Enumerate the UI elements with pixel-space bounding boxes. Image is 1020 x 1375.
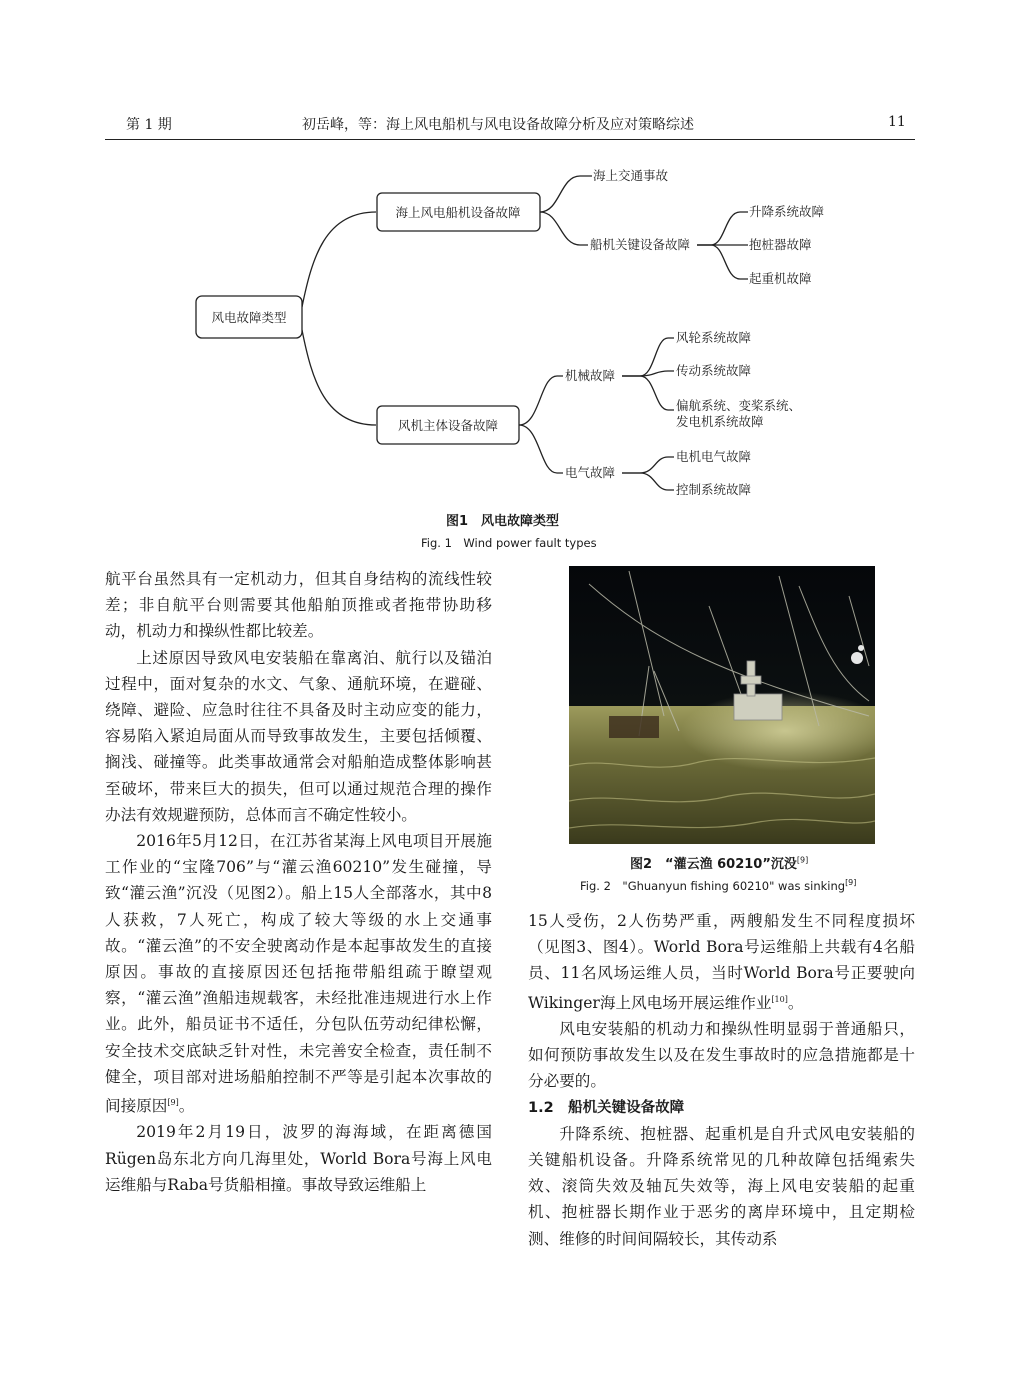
page-number: 11 [888,114,906,130]
sinking-vessel-photo [569,566,875,844]
right-paragraph-3: 升降系统、抱桩器、起重机是自升式风电安装船的关键船机设备。升降系统常见的几种故障包括绳索失效、滚筒失效及轴瓦失效等，海上风电安装船的起重机、抱桩器长期作业于恶劣的离岸环境中，且定期检测、维修的时间间隔较长，其传动系 [528,1124,915,1248]
node-vessel-branch: 海上风电船机设备故障 [395,205,521,220]
figure2-caption-en [580,878,856,894]
left-paragraph-4: 2019年2月19日，波罗的海海域，在距离德国Rügen岛东北方向几海里处，World Bora号海上风电运维船与Raba号货船相撞。事故导致运维船上 [105,1123,492,1194]
node-transmission: 传动系统故障 [676,363,752,378]
edge-root-turbine [302,330,376,425]
edge-turbine-electrical [519,425,563,473]
left-paragraph-3-end: 。 [178,1097,195,1116]
edge-elec-control [622,473,674,490]
fault-type-mind-map [0,145,1020,505]
node-motor-electrical: 电机电气故障 [676,449,752,464]
right-text-column [528,908,915,1252]
node-rotor-system: 风轮系统故障 [676,330,752,345]
node-lift-system: 升降系统故障 [749,204,825,219]
node-yaw-pitch-2: 发电机系统故障 [676,414,764,429]
node-yaw-pitch-1: 偏航系统、变桨系统、 [676,398,802,413]
left-paragraph-3 [105,828,492,1119]
node-pile-gripper: 抱桩器故障 [749,237,812,252]
node-crane: 起重机故障 [749,271,812,286]
figure2-caption-zh [630,853,808,872]
figure2-caption-zh-text: 图2 “灌云渔 60210”沉没 [630,857,797,872]
citation-10: [10] [771,994,788,1004]
right-paragraph-1-text: 15人受伤，2人伤势严重，两艘船发生不同程度损坏（见图3、图4）。World Bora号运维船上共载有4名船员、11名风场运维人员，当时World Bora号正要驶向Wikinger海上风电场开展运维作业 [528,912,915,1012]
edge-key-lift [697,212,748,245]
citation-9: [9] [167,1098,179,1108]
left-paragraph-1: 航平台虽然具有一定机动力，但其自身结构的流线性较差；非自航平台则需要其他船舶顶推或者拖带协助移动，机动力和操纵性都比较差。 [105,570,492,641]
edge-root-vessel [302,212,376,307]
issue-number: 第 1 期 [126,117,172,133]
edge-vessel-key [540,212,588,245]
left-paragraph-3-text: 2016年5月12日，在江苏省某海上风电项目开展施工作业的“宝隆706”与“灌云渔60210”发生碰撞，导致“灌云渔”沉没（见图2）。船上15人全部落水，其中8人获救，7人死亡，构成了较大等级的水上交通事故。“灌云渔”的不安全驶离动作是本起事故发生的直接原因。事故的直接原因还包括拖带船组疏于瞭望观察，“灌云渔”渔船违规载客，未经批准违规进行水上作业。此外，船员证书不适任，分包队伍劳动纪律松懈，安全技术交底缺乏针对性，未完善安全检查，责任制不健全，项目部对进场船舶控制不严等是引起本次事故的间接原因 [105,832,492,1116]
node-control-system: 控制系统故障 [676,482,752,497]
figure2-caption-en-text: Fig. 2 "Ghuanyun fishing 60210" was sinking [580,879,846,893]
node-mechanical: 机械故障 [565,368,616,383]
right-paragraph-1 [528,908,915,1016]
figure2-caption-en-ref: [9] [845,878,857,888]
section-heading-1-2: 1.2 船机关键设备故障 [528,1099,685,1116]
node-root: 风电故障类型 [211,310,287,325]
node-turbine-branch: 风机主体设备故障 [397,418,499,433]
figure1-caption-zh: 图1 风电故障类型 [446,514,560,529]
edge-mech-rotor [622,338,674,376]
right-paragraph-2: 风电安装船的机动力和操纵性明显弱于普通船只，如何预防事故发生以及在发生事故时的应急措施都是十分必要的。 [528,1020,915,1091]
left-paragraph-2: 上述原因导致风电安装船在靠离泊、航行以及锚泊过程中，面对复杂的水文、气象、通航环境，在避碰、绕障、避险、应急时往往不具备及时主动应变的能力，容易陷入紧迫局面从而导致事故发生，主要包括倾覆、搁浅、碰撞等。此类事故通常会对船舶造成整体影响甚至破坏，带来巨大的损失，但可以通过规范合理的操作办法有效规避预防，总体而言不确定性较小。 [105,648,492,824]
running-title: 初岳峰，等：海上风电船机与风电设备故障分析及应对策略综述 [302,117,694,133]
figure2-caption-zh-ref: [9] [796,855,809,865]
edge-turbine-mechanical [519,376,563,425]
node-electrical: 电气故障 [565,465,616,480]
edge-vessel-traffic [540,176,592,212]
left-text-column [105,566,492,1198]
edge-key-crane [697,245,748,279]
header-rule [105,139,915,140]
figure1-caption-en: Fig. 1 Wind power fault types [421,536,597,550]
node-traffic-accident: 海上交通事故 [593,168,669,183]
node-key-equipment: 船机关键设备故障 [590,237,691,252]
right-paragraph-1-end: 。 [787,993,804,1012]
edge-mech-yaw [622,376,674,410]
edge-elec-motor [622,457,674,473]
